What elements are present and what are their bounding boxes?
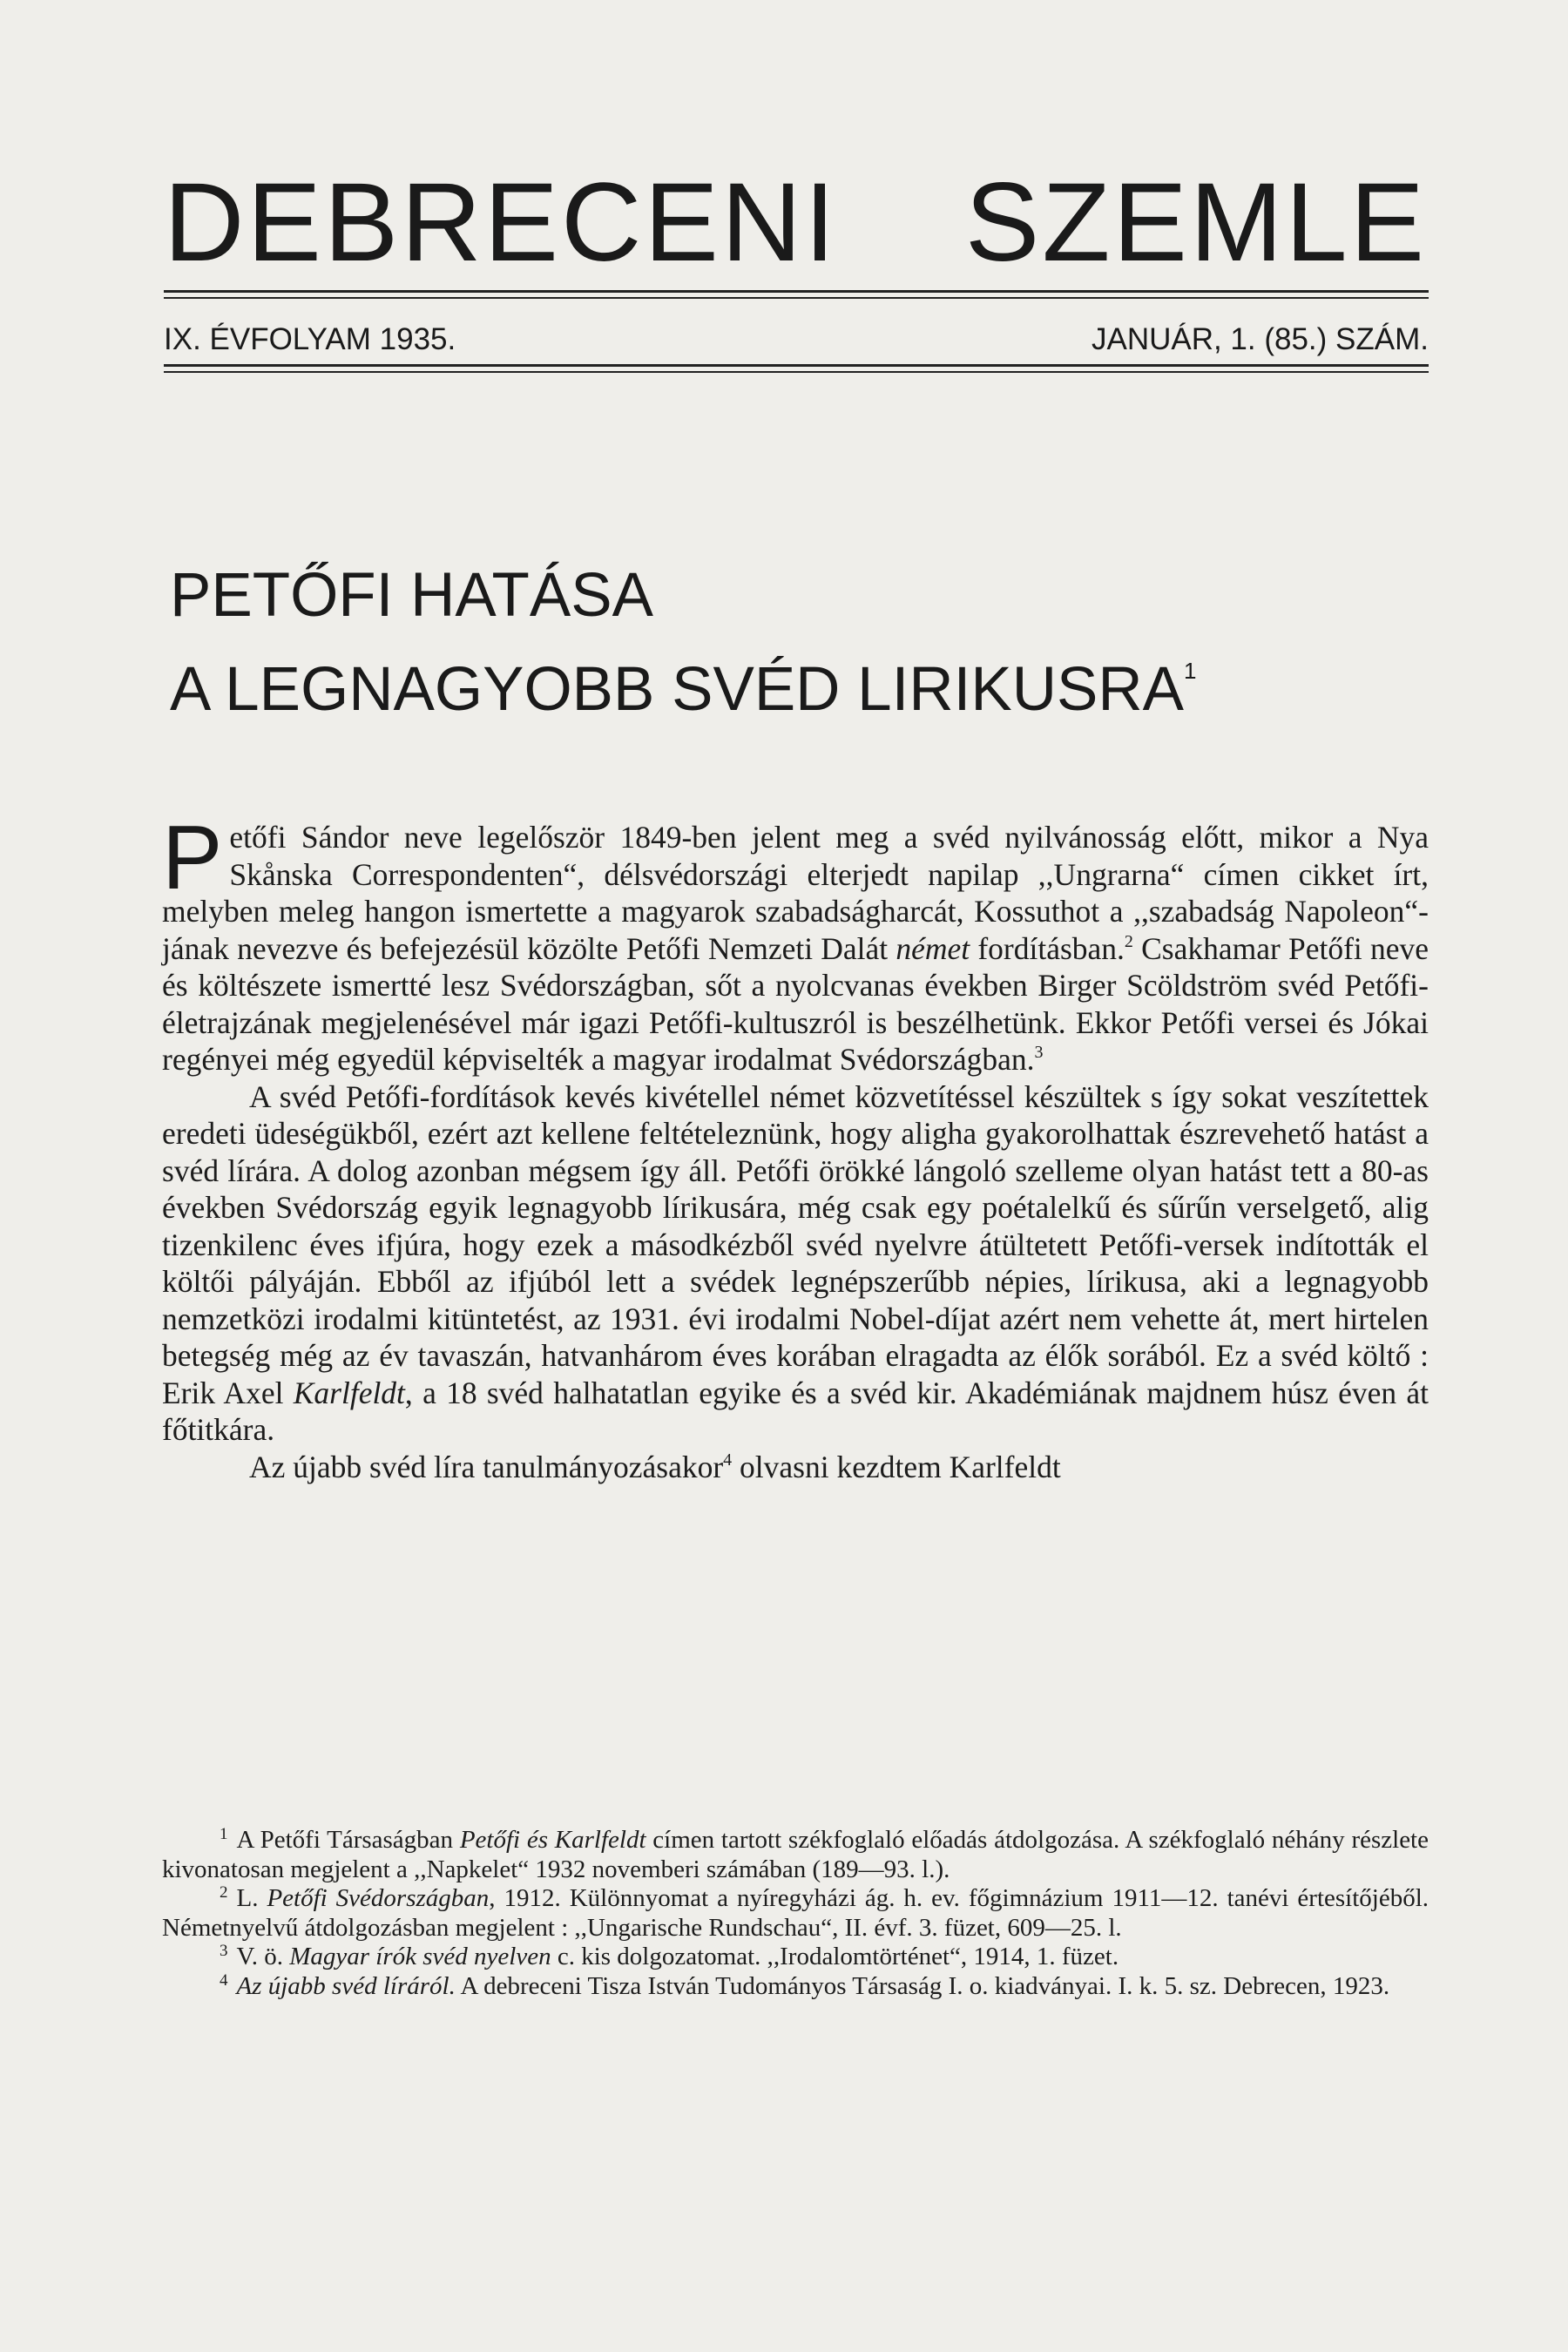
paragraph-3-text-b: olvasni kezdtem Karlfeldt	[732, 1449, 1061, 1484]
footnote-4-text-b: A debreceni Tisza István Tudományos Társaság I. o. kiadványai. I. k. 5. sz. Debrecen, 1923.	[455, 1971, 1390, 2000]
header-rule-bottom	[164, 364, 1429, 367]
drop-cap: P	[162, 808, 223, 909]
footnote-4-number: 4	[220, 1970, 228, 1990]
paragraph-2	[162, 1078, 1429, 1449]
footnote-3	[162, 1943, 1429, 1972]
header-rule-top-thin	[164, 297, 1429, 299]
footnote-2-text-b: , 1912. Különnyomat a nyíregyházi ág. h. ev. főgimnázium 1911—12. tanévi értesítőjéből. Németnyelvű átdolgozásban megjelent : ,,Ungarische Rundschau“, II. évf. 3. füzet, 609—25. l.	[162, 1884, 1429, 1942]
article-body	[162, 808, 1429, 1485]
header-rule-top	[164, 290, 1429, 293]
footnote-1	[162, 1826, 1429, 1884]
footnote-4	[162, 1972, 1429, 2002]
footnote-3-text-a: V. ö.	[236, 1943, 290, 1970]
footnote-ref-4: 4	[723, 1450, 733, 1470]
issue-label: JANUÁR, 1. (85.) SZÁM.	[1091, 322, 1429, 356]
journal-masthead: DEBRECENI SZEMLE	[164, 160, 1427, 285]
paragraph-2-text-a: A svéd Petőfi-fordítások kevés kivétellel német közvetítéssel készültek s így sokat veszítettek eredeti üdeségükből, ezért azt kellene feltételeznünk, hogy aligha gyakorolhattak észrevehető hatást a svéd lírára. A dolog azonban mégsem így áll. Petőfi örökké lángoló szelleme olyan hatást tett a 80-as években Svédország egyik legnagyobb lírikusára, még csak egy poétalelkű és sűrűn verselgető, alig tizenkilenc éves ifjúra, hogy ezek a másodkézből svéd nyelvre átültetett Petőfi-versek indították el költői pályáján. Ebből az ifjúból lett a svédek legnépszerűbb népies, lírikusa, aki a legnagyobb nemzetközi irodalmi kitüntetést, az 1931. évi irodalmi Nobel-díjat azért nem vehette át, mert hirtelen betegség még az év tavaszán, hatvanhárom éves korában elragadta az élők sorából. Ez a svéd költő : Erik Axel	[162, 1078, 1429, 1410]
footnote-3-number: 3	[220, 1942, 228, 1960]
issue-line	[164, 324, 1429, 355]
footnote-1-italic: Petőfi és Karlfeldt	[459, 1826, 646, 1854]
paragraph-3	[162, 1449, 1429, 1486]
article-title	[170, 558, 1407, 727]
footnote-3-text-b: c. kis dolgozatomat. ,,Irodalomtörténet“, 1914, 1. füzet.	[551, 1943, 1119, 1970]
header-rule-bottom-thin	[164, 371, 1429, 373]
footnote-2-number: 2	[220, 1883, 228, 1902]
footnote-2-italic: Petőfi Svédországban	[267, 1884, 490, 1912]
paragraph-1-text-a: etőfi Sándor neve legelőször 1849-ben jelent meg a svéd nyilvánosság előtt, mikor a Nya Skånska Correspondenten“, délsvédországi elterjedt napilap ,,Ungrarna“ címen cikket írt, melyben meleg hangon ismertette a magyarok szabadságharcát, Kossuthot a ,,szabadság Napoleon“-jának nevezve és befejezésül közölte Petőfi Nemzeti Dalát	[162, 820, 1429, 966]
footnote-1-number: 1	[220, 1825, 228, 1843]
footnotes	[162, 1826, 1429, 2001]
volume-label: IX. ÉVFOLYAM 1935.	[164, 322, 456, 356]
footnote-2	[162, 1884, 1429, 1943]
article-title-line-2	[170, 633, 1407, 727]
article-title-line-1: PETŐFI HATÁSA	[170, 561, 653, 630]
paragraph-1-text-b: fordításban.	[970, 930, 1125, 966]
paragraph-3-text-a: Az újabb svéd líra tanulmányozásakor	[249, 1449, 724, 1484]
paragraph-1-italic: német	[896, 930, 970, 966]
article-title-line-2-text: A LEGNAGYOBB SVÉD LIRIKUSRA	[170, 655, 1185, 724]
footnote-ref-1: 1	[1184, 658, 1197, 684]
paragraph-1-text-c: Csakhamar Petőfi neve és költészete ismertté lesz Svédországban, sőt a nyolcvanas években Birger Scöldström svéd Petőfi-életrajzának megjelenésével már igazi Petőfi-kultuszról is beszélhetünk. Ekkor Petőfi versei és Jókai regényei még egyedül képviselték a magyar irodalmat Svédországban.	[162, 930, 1429, 1077]
footnote-ref-3: 3	[1034, 1043, 1044, 1062]
paragraph-2-text-b: , a 18 svéd halhatatlan egyike és a svéd kir. Akadémiának majdnem húsz éven át főtitkára.	[162, 1375, 1429, 1447]
footnote-4-italic: Az újabb svéd líráról.	[236, 1971, 456, 2000]
paragraph-2-italic: Karlfeldt	[293, 1375, 405, 1410]
paragraph-1	[162, 808, 1429, 1078]
footnote-1-text-b: címen tartott székfoglaló előadás átdolgozása. A székfoglaló néhány részlete kivonatosan megjelent a ,,Napkelet“ 1932 novemberi számában (189—93. l.).	[162, 1826, 1429, 1883]
footnote-ref-2: 2	[1124, 931, 1133, 951]
footnote-2-text-a: L.	[236, 1884, 267, 1912]
footnote-3-italic: Magyar írók svéd nyelven	[289, 1943, 551, 1970]
footnote-1-text-a: A Petőfi Társaságban	[236, 1826, 460, 1854]
